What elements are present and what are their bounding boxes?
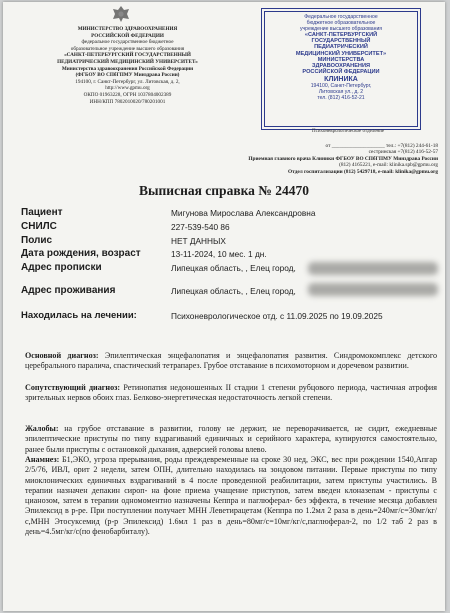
contact-line: Приемная главного врача Клиники ФГБОУ ВО СПбГПМУ Минздрава России [248, 155, 438, 162]
section-heading: Жалобы: [25, 424, 59, 433]
header-line: федеральное государственное бюджетное [81, 39, 174, 46]
anamnesis [25, 455, 437, 537]
section-heading: Основной диагноз: [25, 351, 99, 360]
comorbid-diagnosis [25, 383, 437, 404]
field-value: 13-11-2024, 10 мес. 1 дн. [171, 249, 267, 259]
stamp-line: бюджетное образовательное [306, 20, 376, 27]
stamp-line: 194100, Санкт-Петербург, [310, 83, 372, 90]
header-line: Министерства здравоохранения Российской Федерации [61, 65, 194, 72]
header-line: ОКПО 01963228, ОГРН 1037804002389 [83, 91, 172, 98]
stamp-line: Литовская ул., д. 2 [318, 89, 364, 96]
section-heading: Сопутствующий диагноз: [25, 383, 121, 392]
stamp-line: учреждение высшего образования [299, 26, 383, 33]
section-text: Эпилептическая энцефалопатия и энцефалопатия развития. Синдромокомплекс детского церебрального паралича, спастический тетрапарез. Грубое отставание в психомоторном и доречевом развитии. [25, 351, 437, 371]
contact-line: от ____________________ тел.: +7(812) 244-61-18 [325, 143, 438, 149]
stamp-line: тел. (812) 416-52-21 [317, 95, 365, 102]
field-label: Полис [21, 235, 53, 246]
contact-line: сестринская +7(812) 416-52-57 [368, 149, 438, 156]
section-text: на грубое отставание в развитии, голову не держит, не переворачивается, не сидит, ежедневные эпилептические приступы по типу вздрагиваний единичных и серийного характера, купируются самостоятельно, ранее были приступы с остановкой дыхания, адверсией головы влево. [25, 424, 437, 454]
stamp-line: МИНИСТЕРСТВА [317, 56, 365, 63]
stamp-line: ПЕДИАТРИЧЕСКИЙ [314, 44, 368, 51]
header-line: 194100, г. Санкт-Петербург, ул. Литовская, д. 2, [75, 78, 180, 85]
redaction-blur [308, 262, 438, 275]
field-value: Мигунова Мирослава Александровна [171, 208, 316, 218]
main-diagnosis [25, 351, 437, 372]
header-line: МИНИСТЕРСТВО ЗДРАВООХРАНЕНИЯ [77, 26, 178, 32]
reception-contacts [153, 143, 438, 175]
redaction-blur [308, 283, 438, 296]
section-text: Ретинопатия недоношенных II стадии 1 степени рубцового периода, частичная атрофия зрительных нервов обоих глаз. Белково-энергетическая недостаточность легкой степени. [25, 383, 437, 403]
clinic-stamp [261, 8, 421, 130]
field-label: Пациент [21, 207, 63, 218]
field-value: НЕТ ДАННЫХ [171, 236, 226, 246]
contact-line: (812) 4165221, e-mail: klinika.spb@gpmu.org [339, 162, 438, 169]
field-dob [21, 248, 441, 263]
institution-header [25, 22, 230, 105]
field-label: Адрес проживания [21, 285, 116, 296]
field-value: Липецкая область, , Елец город, [171, 263, 296, 273]
field-stay [21, 310, 441, 325]
discharge-document [3, 2, 445, 611]
field-label: Находилась на лечении: [21, 310, 137, 321]
field-snils [21, 221, 441, 236]
field-label: Адрес прописки [21, 262, 102, 273]
stamp-line: КЛИНИКА [324, 75, 358, 83]
coat-of-arms-icon [111, 5, 131, 23]
section-text: Б1,ЭКО, угроза прерывания, роды преждевременные на сроке 30 нед, ЭКС, вес при рождении 1540,Апгар 2/5/76, ИВЛ, орит 2 недели, затем ОПН, длительно находилась на зондовом питании. Первые приступы по типу миоклонических единичных вздрагиваний в 4 после проведенной реабилитации, затем приступы участились. В терапии назначен депакин сироп- на фоне приема учащение приступов, затем введен клоназепам - приступы с цианозом, затем в терапии одномоментно назначены Кеппра и паглюферал- без эффекта, в течение месяца добавлен Эпилексид в р-ре. При поступлении получает МНН Леветирацетам (Кеппра по 1.2мл 2 раза в день=240мг/с=30мг/кг/с,МНН Этосуксемид (р-р Эпилексид) 1.6мл 1 раз в день=80мг/с=10мг/кг/с,паглюферал-2, по 1/2 таб 2 раз в день=4.5мг/кг/с(по фенобарбиталу). [25, 455, 437, 537]
document-title: Выписная справка № 24470 [138, 183, 309, 198]
field-value: Липецкая область, , Елец город, [171, 286, 296, 296]
contact-line: Отдел госпитализации (812) 5429718, e-mail: klinika@gpmu.org [288, 168, 438, 175]
header-line: образовательное учреждение высшего образования [70, 45, 185, 52]
header-line: РОССИЙСКОЙ ФЕДЕРАЦИИ [91, 32, 164, 39]
department-label: Психоневрологическое отделение [312, 129, 385, 134]
stamp-line: «САНКТ-ПЕТЕРБУРГСКИЙ [304, 32, 378, 39]
stamp-line: МЕДИЦИНСКИЙ УНИВЕРСИТЕТ» [295, 50, 387, 57]
field-label: Дата рождения, возраст [21, 248, 141, 259]
header-line: «САНКТ-ПЕТЕРБУРГСКИЙ ГОСУДАРСТВЕННЫЙ [64, 52, 191, 59]
field-value: Психоневрологическое отд. с 11.09.2025 по 19.09.2025 [171, 311, 383, 321]
complaints [25, 424, 437, 455]
header-line: ИНН/КПП 7802010020/780201001 [89, 98, 166, 105]
stamp-line: Федеральное государственное [304, 14, 378, 20]
header-line: http://www.gpmu.org [105, 85, 150, 92]
stamp-line: ЗДРАВООХРАНЕНИЯ [311, 62, 371, 69]
stamp-line: ГОСУДАРСТВЕННЫЙ [311, 38, 371, 45]
field-patient [21, 207, 441, 222]
header-line: ПЕДИАТРИЧЕСКИЙ МЕДИЦИНСКИЙ УНИВЕРСИТЕТ» [57, 58, 198, 65]
field-value: 227-539-540 86 [171, 222, 230, 232]
field-label: СНИЛС [21, 221, 57, 232]
section-heading: Анамнез: [25, 455, 60, 464]
header-line: (ФГБОУ ВО СПбГПМУ Минздрава России) [75, 72, 180, 79]
stamp-line: РОССИЙСКОЙ ФЕДЕРАЦИИ [302, 68, 380, 75]
